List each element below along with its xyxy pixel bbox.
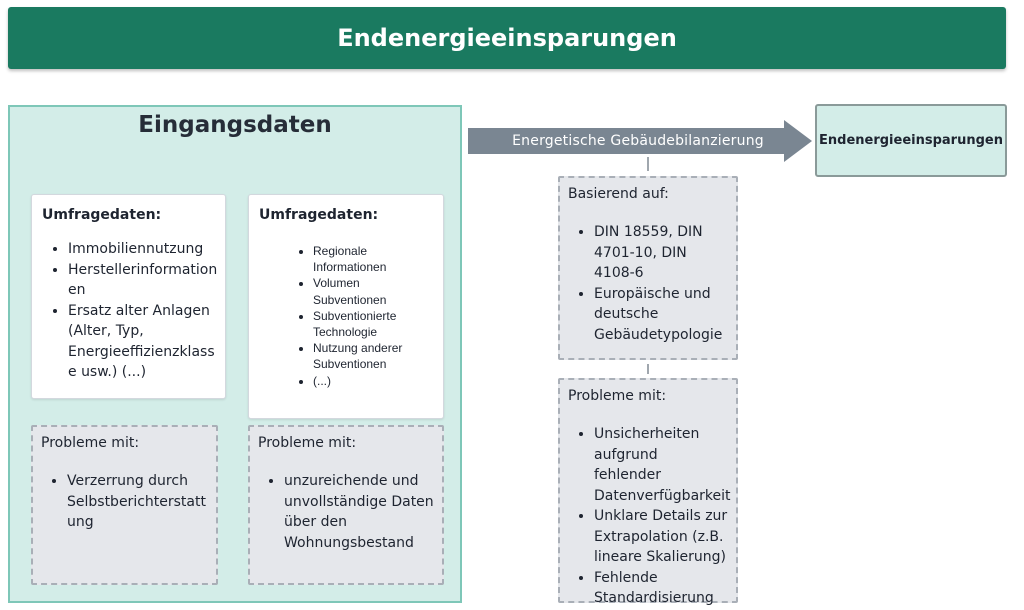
basis-box [558,176,738,360]
survey-card-left-title: Umfragedaten: [42,207,162,223]
output-box [815,104,1007,177]
list-item: • (...) [313,373,433,389]
problems-box-left-list [41,471,208,533]
list-item: • Europäische und deutsche Gebäudetypologie [594,284,728,346]
process-problems-box [558,378,738,606]
list-item: • Fehlende Standardisierung [594,568,728,609]
list-item: • Nutzung anderer Subventionen [313,340,433,372]
list-item: • unzureichende und unvollständige Daten über den Wohnungsbestand [284,471,434,553]
problems-box-right-list [258,471,434,553]
basis-box-list [568,222,728,345]
output-label: Endenergieeinsparungen [819,133,1003,148]
connector-line [647,364,649,374]
basis-box-title: Basierend auf: [568,186,669,202]
list-item: • Herstellerinformation en [68,260,215,301]
problems-box-left-title: Probleme mit: [41,435,140,451]
survey-card-left-list [42,239,218,383]
process-problems-list [568,424,731,609]
survey-card-right-title: Umfragedaten: [259,207,379,223]
list-item: • DIN 18559, DIN 4701-10, DIN 4108-6 [594,222,728,284]
problems-box-right [248,425,444,585]
list-item: • Unklare Details zur Extrapolation (z.B. lineare Skalierung) [594,506,728,568]
header-title: Endenergieeinsparungen [337,24,677,52]
list-item: • Subventionierte Technologie [313,308,433,340]
survey-card-right-list [259,243,433,389]
list-item: • Unsicherheiten aufgrund fehlender Datenverfügbarkeit [594,424,728,506]
survey-card-left [31,194,226,399]
list-item: • Ersatz alter Anlagen (Alter, Typ, Energieeffizienzklass e usw.) (...) [68,301,215,383]
list-item: • Verzerrung durch Selbstberichterstatt ung [67,471,208,533]
process-problems-title: Probleme mit: [568,388,667,404]
arrow-label: Energetische Gebäudebilanzierung [512,133,764,149]
header-banner [8,7,1006,69]
problems-box-right-title: Probleme mit: [258,435,357,451]
list-item: • Volumen Subventionen [313,275,433,307]
survey-card-right [248,194,444,419]
connector-line [647,157,649,171]
list-item: • Regionale Informationen [313,243,433,275]
list-item: • Immobiliennutzung [68,239,215,260]
problems-box-left [31,425,218,585]
input-data-title: Eingangsdaten [138,112,332,138]
